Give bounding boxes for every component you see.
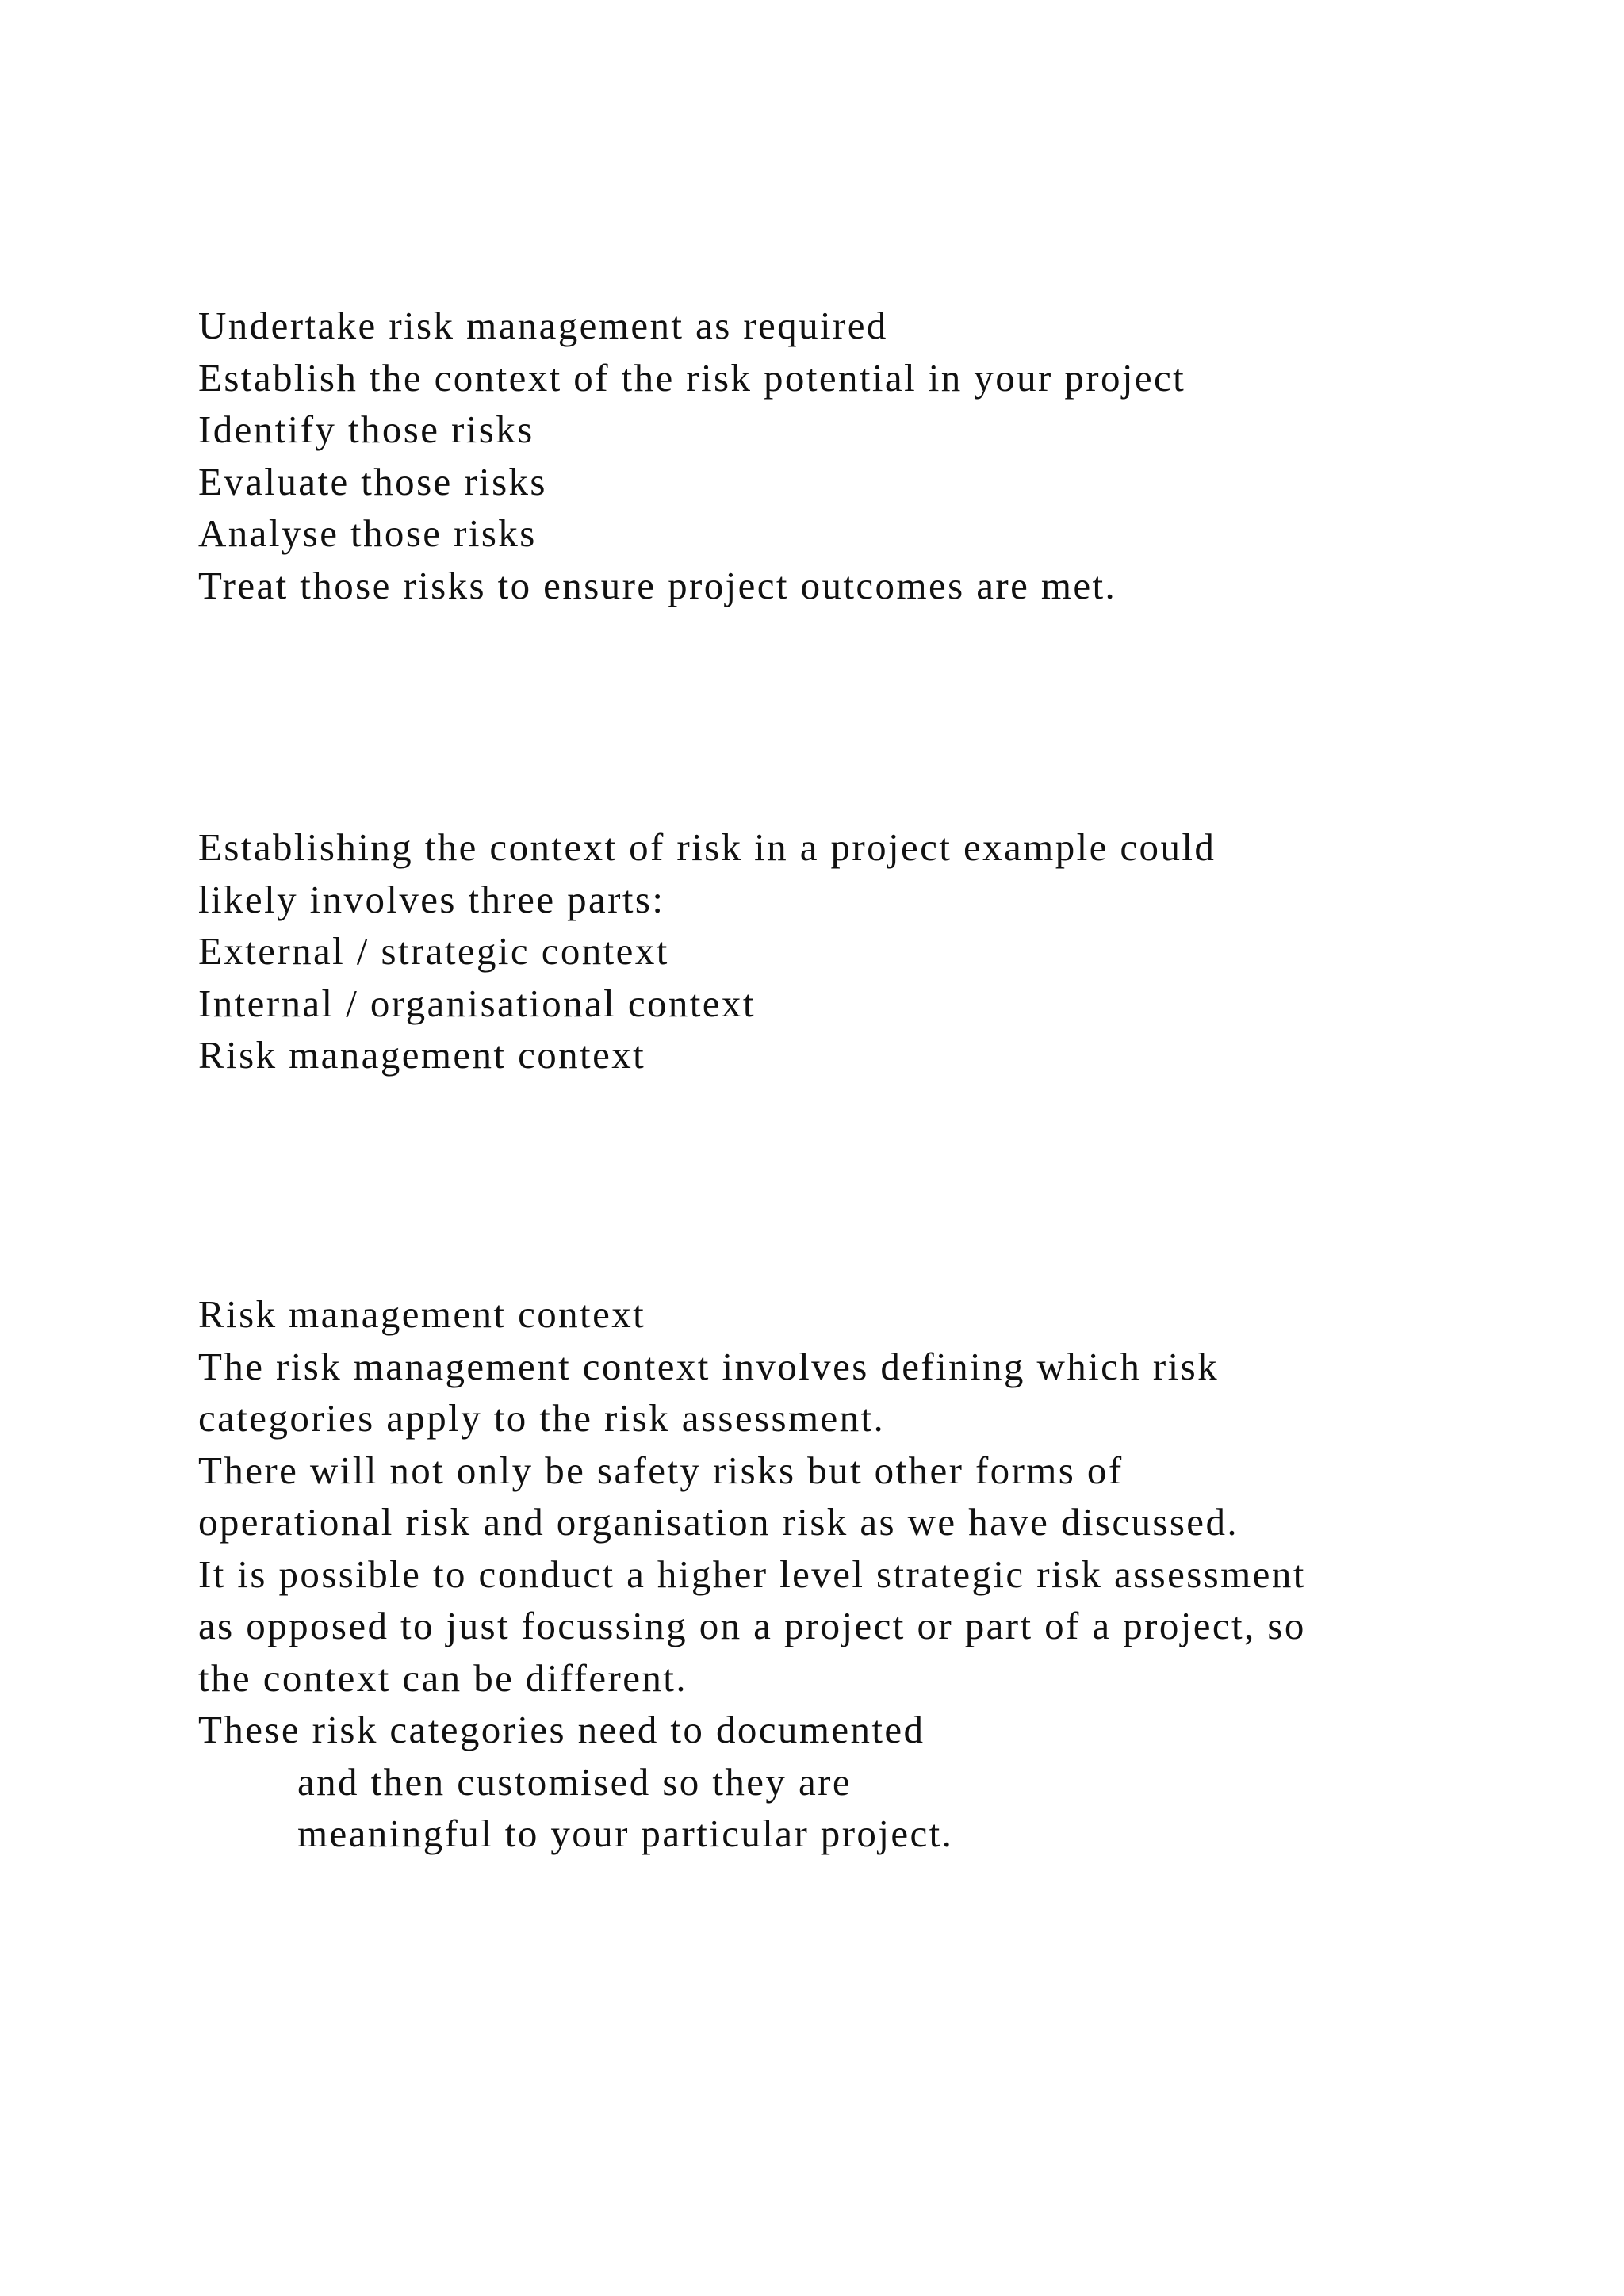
text-line: as opposed to just focussing on a project or part of a project, so	[198, 1604, 1306, 1647]
text-line: There will not only be safety risks but other forms of	[198, 1448, 1124, 1492]
text-line: Treat those risks to ensure project outcomes are met.	[198, 563, 1117, 607]
text-line: Identify those risks	[198, 408, 534, 451]
text-line: These risk categories need to documented	[198, 1708, 925, 1751]
text-line: Evaluate those risks	[198, 459, 547, 503]
text-line: likely involves three parts:	[198, 877, 665, 921]
context-parts-section	[198, 821, 1546, 1081]
text-line: External / strategic context	[198, 929, 669, 973]
text-line: Undertake risk management as required	[198, 304, 888, 347]
indented-text-line: and then customised so they are	[297, 1759, 852, 1804]
text-line: The risk management context involves defining which risk	[198, 1344, 1219, 1388]
text-line: Establishing the context of risk in a project example could	[198, 825, 1216, 869]
indented-text-line: meaningful to your particular project.	[297, 1812, 954, 1855]
text-line: operational risk and organisation risk as we have discussed.	[198, 1500, 1239, 1544]
text-line: Establish the context of the risk potential in your project	[198, 355, 1186, 400]
text-line: It is possible to conduct a higher level strategic risk assessment	[198, 1552, 1306, 1596]
text-line: Analyse those risks	[198, 511, 537, 555]
text-line: the context can be different.	[198, 1655, 688, 1700]
text-line: categories apply to the risk assessment.	[198, 1396, 886, 1440]
risk-management-context-section	[198, 1288, 1546, 1860]
text-line: Internal / organisational context	[198, 981, 756, 1025]
risk-steps-section	[198, 300, 1546, 611]
text-line: Risk management context	[198, 1033, 646, 1077]
section-heading: Risk management context	[198, 1292, 646, 1336]
